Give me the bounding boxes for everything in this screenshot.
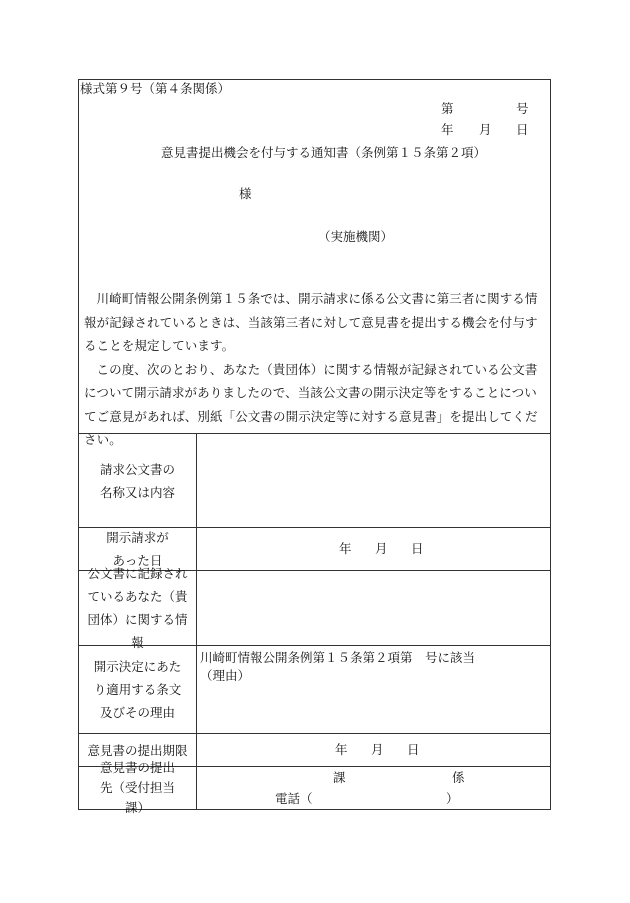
request-date-year: 年 bbox=[339, 541, 352, 556]
doc-date-month: 月 bbox=[479, 122, 492, 137]
request-date-day: 日 bbox=[411, 541, 424, 556]
request-date-month: 月 bbox=[375, 541, 388, 556]
requested-document-label: 請求公文書の名称又は内容 bbox=[99, 461, 175, 500]
doc-date-day: 日 bbox=[516, 122, 529, 137]
applicable-provision-line: 川崎町情報公開条例第１５条第２項第 号に該当 bbox=[200, 650, 476, 665]
doc-date-year: 年 bbox=[441, 122, 454, 137]
body-paragraph-2: この度、次のとおり、あなた（貴団体）に関する情報が記録されている公文書について開示請求がありましたので、当該公文書の開示決定等をすることについてご意見があれば、別紙「公文書の開示決定等に対する意見書」を提出してください。 bbox=[84, 361, 538, 447]
phone-close-paren: ） bbox=[446, 791, 459, 806]
submission-destination-label: 意見書の提出先（受付担当課） bbox=[99, 760, 175, 815]
applicable-provision-content bbox=[197, 649, 553, 685]
request-date-label: 開示請求があった日 bbox=[106, 530, 169, 568]
body-paragraph-1: 川崎町情報公開条例第１５条では、開示請求に係る公文書に第三者に関する情報が記録されているときは、当該第三者に対して意見書を提出する機会を付与することを規定しています。 bbox=[84, 291, 538, 353]
department-ka: 課 bbox=[333, 770, 346, 785]
deadline-year: 年 bbox=[335, 742, 348, 757]
implementing-agency: （実施機関） bbox=[318, 229, 394, 244]
applicable-provision-label: 開示決定にあたり適用する条文及びその理由 bbox=[93, 659, 182, 720]
third-party-info-label: 公文書に記録されているあなた（貴団体）に関する情報 bbox=[87, 566, 188, 650]
deadline-day: 日 bbox=[407, 742, 420, 757]
submission-deadline-label: 意見書の提出期限 bbox=[87, 742, 188, 758]
deadline-month: 月 bbox=[371, 742, 384, 757]
body-text bbox=[84, 287, 548, 452]
doc-number-dai: 第 bbox=[441, 101, 454, 116]
phone-label: 電話（ bbox=[275, 791, 313, 806]
document-title: 意見書提出機会を付与する通知書（条例第１５条第２項） bbox=[161, 145, 487, 160]
addressee-suffix: 様 bbox=[239, 186, 252, 201]
form-number: 様式第９号（第４条関係） bbox=[80, 81, 231, 96]
reason-label: （理由） bbox=[200, 668, 251, 683]
table-column-divider bbox=[196, 433, 197, 809]
doc-number-go: 号 bbox=[516, 101, 529, 116]
section-kakari: 係 bbox=[452, 770, 465, 785]
